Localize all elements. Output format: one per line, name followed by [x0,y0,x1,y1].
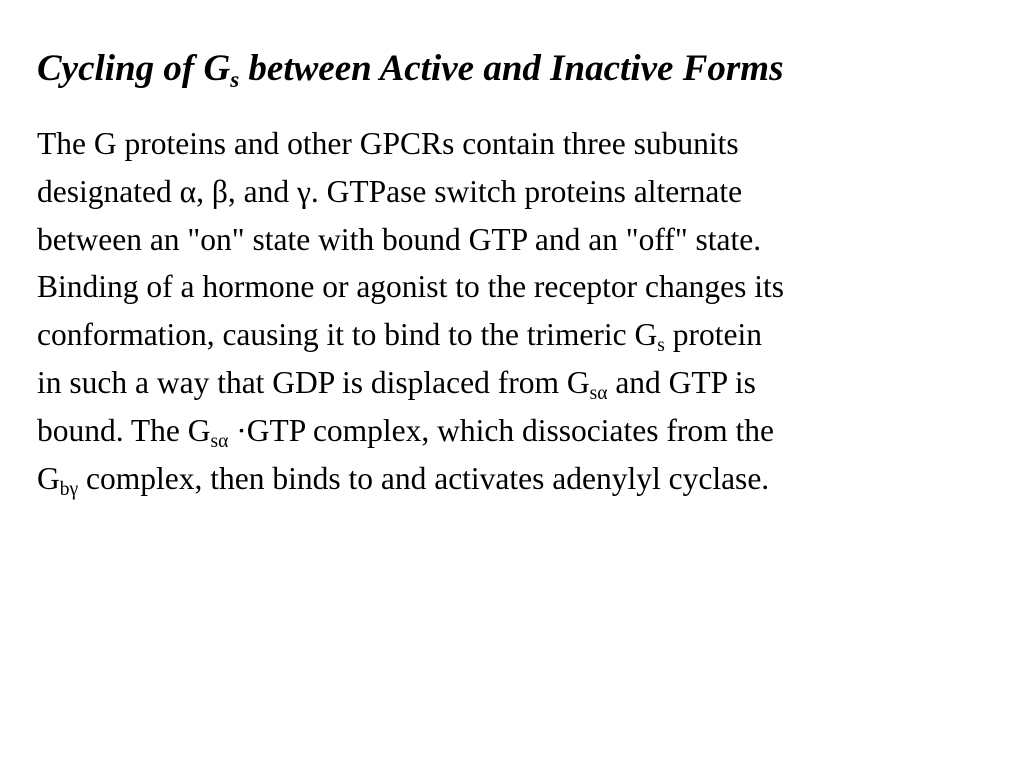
body-line-3: between an "on" state with bound GTP and an "off" state. [37,221,762,257]
slide-body [37,120,997,502]
body-line-8-subscript: bγ [59,478,79,500]
title-text-start: Cycling of G [37,48,231,89]
body-line-8-text-start: G [37,460,60,496]
body-line-6-subscript: sα [589,383,608,405]
body-line-7 [37,407,997,455]
body-line-8 [37,455,997,503]
slide-title [37,44,997,94]
body-line-7-subscript: sα [210,431,229,453]
body-line-5-subscript: s [657,335,665,357]
body-line-5 [37,311,997,359]
body-line-5-text-end: protein [664,317,762,353]
body-line-2: designated α, β, and γ. GTPase switch proteins alternate [37,173,743,209]
body-line-7-text-end: ·GTP complex, which dissociates from the [228,412,774,448]
slide [37,44,997,502]
body-line-6 [37,359,997,407]
title-text-end: between Active and Inactive Forms [239,48,784,89]
body-line-6-text-end: and GTP is [607,364,756,400]
body-line-1: The G proteins and other GPCRs contain three subunits [37,126,739,161]
body-line-4: Binding of a hormone or agonist to the receptor changes its [37,269,785,305]
title-subscript: s [230,66,240,92]
body-line-6-text-start: in such a way that GDP is displaced from G [37,364,590,400]
body-line-7-text-start: bound. The G [37,412,211,448]
body-line-5-text-start: conformation, causing it to bind to the trimeric G [37,317,658,353]
body-line-8-text-end: complex, then binds to and activates adenylyl cyclase. [78,460,770,496]
